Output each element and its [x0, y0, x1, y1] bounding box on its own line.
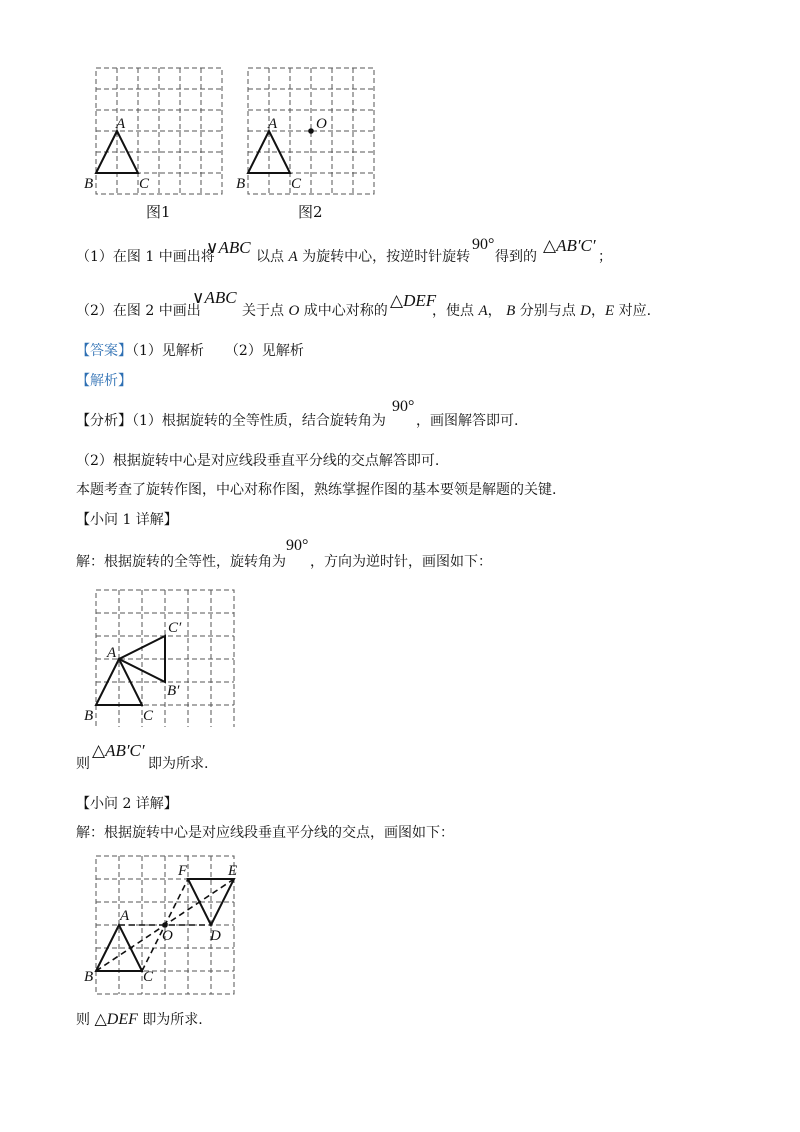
question-1: [76, 248, 215, 266]
figure-sub1: [80, 582, 240, 727]
label-b-prime: B′: [167, 683, 180, 699]
figure-2: [232, 60, 382, 225]
q2-triangle: ∨ABC: [192, 288, 237, 307]
q1-pre: （1）在图 1 中画出将: [76, 249, 215, 265]
sub1-title: 【小问 1 详解】: [76, 512, 178, 528]
sub1-concl-post: 即为所求.: [148, 756, 209, 772]
sub1-line-b: ，方向为逆时针，画图如下：: [310, 554, 492, 570]
label-a: A: [107, 645, 117, 661]
label-o: O: [162, 928, 173, 944]
label-d: D: [210, 928, 221, 944]
figure-2-caption: 图2: [298, 203, 323, 221]
q2-mid: 关于点 O 成中心对称的: [242, 303, 388, 319]
label-o: O: [316, 116, 327, 132]
sub2-concl-line: [76, 1011, 203, 1029]
label-f: F: [178, 863, 188, 879]
q1-result: △AB′C′: [543, 236, 596, 255]
label-c: C: [143, 708, 154, 724]
figure-1-caption: 图1: [146, 203, 171, 221]
answer-tag: 【答案】: [76, 343, 132, 359]
analysis-line-1b: ，画图解答即可.: [416, 413, 519, 429]
q1-mid: 以点 A 为旋转中心，按逆时针旋转: [256, 249, 471, 265]
sub2-concl-pre: 则: [76, 1012, 90, 1028]
label-c: C: [139, 176, 150, 192]
summary: 本题考查了旋转作图，中心对称作图，熟练掌握作图的基本要领是解题的关键.: [76, 482, 557, 498]
sub1-angle: 90°: [286, 537, 309, 554]
analysis-tag: 【解析】: [76, 373, 132, 389]
label-e: E: [228, 863, 238, 879]
label-a: A: [116, 116, 126, 132]
sub2-concl-post: 即为所求.: [142, 1012, 203, 1028]
label-b: B: [84, 969, 94, 985]
label-b: B: [84, 708, 94, 724]
label-c: C: [143, 969, 154, 985]
analysis-line-1: 【分析】（1）根据旋转的全等性质，结合旋转角为: [76, 413, 386, 429]
sub2-line: 解：根据旋转中心是对应线段垂直平分线的交点，画图如下：: [76, 825, 454, 841]
point-o: [308, 128, 314, 134]
sub1-concl-tri: △AB′C′: [92, 741, 145, 760]
sub1-line-a: 解：根据旋转的全等性，旋转角为: [76, 554, 286, 570]
label-c: C: [291, 176, 302, 192]
analysis-line-2: （2）根据旋转中心是对应线段垂直平分线的交点解答即可.: [76, 453, 440, 469]
answer-line: [76, 342, 304, 360]
answer-text: （1）见解析 （2）见解析: [132, 343, 304, 359]
figure-sub2: [80, 848, 240, 998]
q2-tail: ，使点 A， B 分别与点 D，E 对应.: [432, 303, 652, 319]
q1-triangle: ∨ABC: [206, 238, 251, 257]
question-2: （2）在图 2 中画出: [76, 303, 201, 319]
analysis-angle: 90°: [392, 398, 415, 415]
sub1-concl-pre: 则: [76, 756, 90, 772]
point-o: [162, 922, 168, 928]
q1-angle: 90°: [472, 236, 495, 253]
q2-result: △DEF: [390, 291, 437, 310]
label-b: B: [236, 176, 246, 192]
q1-end: ；: [598, 249, 612, 265]
q1-mid3: 得到的: [495, 249, 537, 265]
label-b: B: [84, 176, 94, 192]
sub2-concl-tri: △DEF: [94, 1011, 138, 1028]
q2-point-o: O: [288, 303, 300, 319]
sub2-title: 【小问 2 详解】: [76, 796, 178, 812]
label-c-prime: C′: [168, 620, 182, 636]
q1-point-a: A: [288, 249, 298, 265]
label-a: A: [268, 116, 278, 132]
label-a: A: [120, 908, 130, 924]
figure-1: [80, 60, 230, 225]
grid-1: [96, 68, 222, 194]
